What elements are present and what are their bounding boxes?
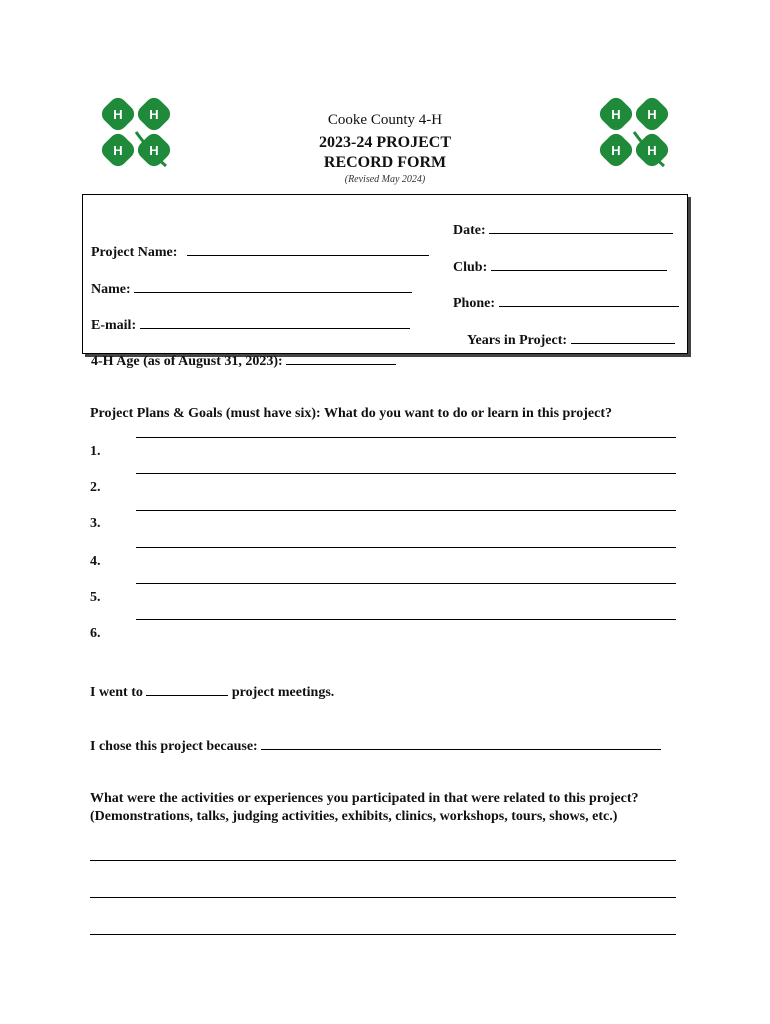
form-title-line1: 2023-24 PROJECT bbox=[319, 134, 451, 151]
reason-label: I chose this project because: bbox=[90, 739, 258, 754]
svg-text:H: H bbox=[647, 143, 657, 158]
date-field bbox=[453, 220, 673, 239]
reason-field bbox=[90, 736, 661, 755]
project-name-field bbox=[91, 242, 429, 261]
club-input[interactable] bbox=[491, 257, 667, 271]
goal-line[interactable] bbox=[136, 583, 676, 584]
meetings-field bbox=[90, 682, 334, 701]
form-title-line2: RECORD FORM bbox=[323, 154, 447, 171]
activities-examples: (Demonstrations, talks, judging activities, exhibits, clinics, workshops, tours, shows, etc.) bbox=[90, 809, 618, 824]
goal-number: 6. bbox=[90, 626, 101, 641]
club-label: Club: bbox=[453, 260, 488, 275]
activities-line[interactable] bbox=[90, 934, 676, 935]
email-input[interactable] bbox=[140, 315, 410, 329]
email-label: E-mail: bbox=[91, 318, 137, 333]
project-name-input[interactable] bbox=[187, 242, 429, 256]
svg-text:H: H bbox=[647, 107, 657, 122]
name-label: Name: bbox=[91, 282, 131, 297]
age-label: 4-H Age (as of August 31, 2023): bbox=[91, 354, 283, 369]
years-label: Years in Project: bbox=[467, 333, 568, 348]
svg-text:H: H bbox=[149, 107, 159, 122]
goal-number: 4. bbox=[90, 554, 101, 569]
meetings-count-input[interactable] bbox=[146, 682, 228, 696]
activities-line[interactable] bbox=[90, 897, 676, 898]
svg-text:H: H bbox=[611, 143, 621, 158]
goal-line[interactable] bbox=[136, 437, 676, 438]
reason-input[interactable] bbox=[261, 736, 661, 750]
meetings-before-text: I went to bbox=[90, 685, 143, 700]
date-label: Date: bbox=[453, 223, 486, 238]
email-field bbox=[91, 315, 410, 334]
revision-note: (Revised May 2024) bbox=[344, 174, 426, 185]
goal-number: 3. bbox=[90, 516, 101, 531]
phone-label: Phone: bbox=[453, 296, 495, 311]
years-input[interactable] bbox=[571, 330, 675, 344]
goal-number: 5. bbox=[90, 590, 101, 605]
goal-number: 2. bbox=[90, 480, 101, 495]
years-field bbox=[467, 330, 675, 349]
activities-question: What were the activities or experiences you participated in that were related to this project? bbox=[90, 791, 639, 806]
county-name: Cooke County 4-H bbox=[327, 112, 443, 128]
goal-line[interactable] bbox=[136, 619, 676, 620]
goal-number: 1. bbox=[90, 444, 101, 459]
goals-prompt: Project Plans & Goals (must have six): What do you want to do or learn in this project? bbox=[90, 406, 613, 421]
activities-line[interactable] bbox=[90, 860, 676, 861]
goal-line[interactable] bbox=[136, 547, 676, 548]
name-input[interactable] bbox=[134, 279, 412, 293]
name-field bbox=[91, 279, 412, 298]
phone-input[interactable] bbox=[499, 293, 679, 307]
age-input[interactable] bbox=[286, 351, 396, 365]
meetings-after-text: project meetings. bbox=[231, 685, 335, 700]
svg-text:H: H bbox=[611, 107, 621, 122]
goal-line[interactable] bbox=[136, 510, 676, 511]
age-field bbox=[91, 351, 396, 370]
date-input[interactable] bbox=[489, 220, 673, 234]
project-name-label: Project Name: bbox=[91, 245, 178, 260]
form-title bbox=[0, 133, 770, 173]
phone-field bbox=[453, 293, 679, 312]
svg-text:H: H bbox=[113, 143, 123, 158]
goal-line[interactable] bbox=[136, 473, 676, 474]
club-field bbox=[453, 257, 667, 276]
svg-text:H: H bbox=[113, 107, 123, 122]
svg-text:H: H bbox=[149, 143, 159, 158]
